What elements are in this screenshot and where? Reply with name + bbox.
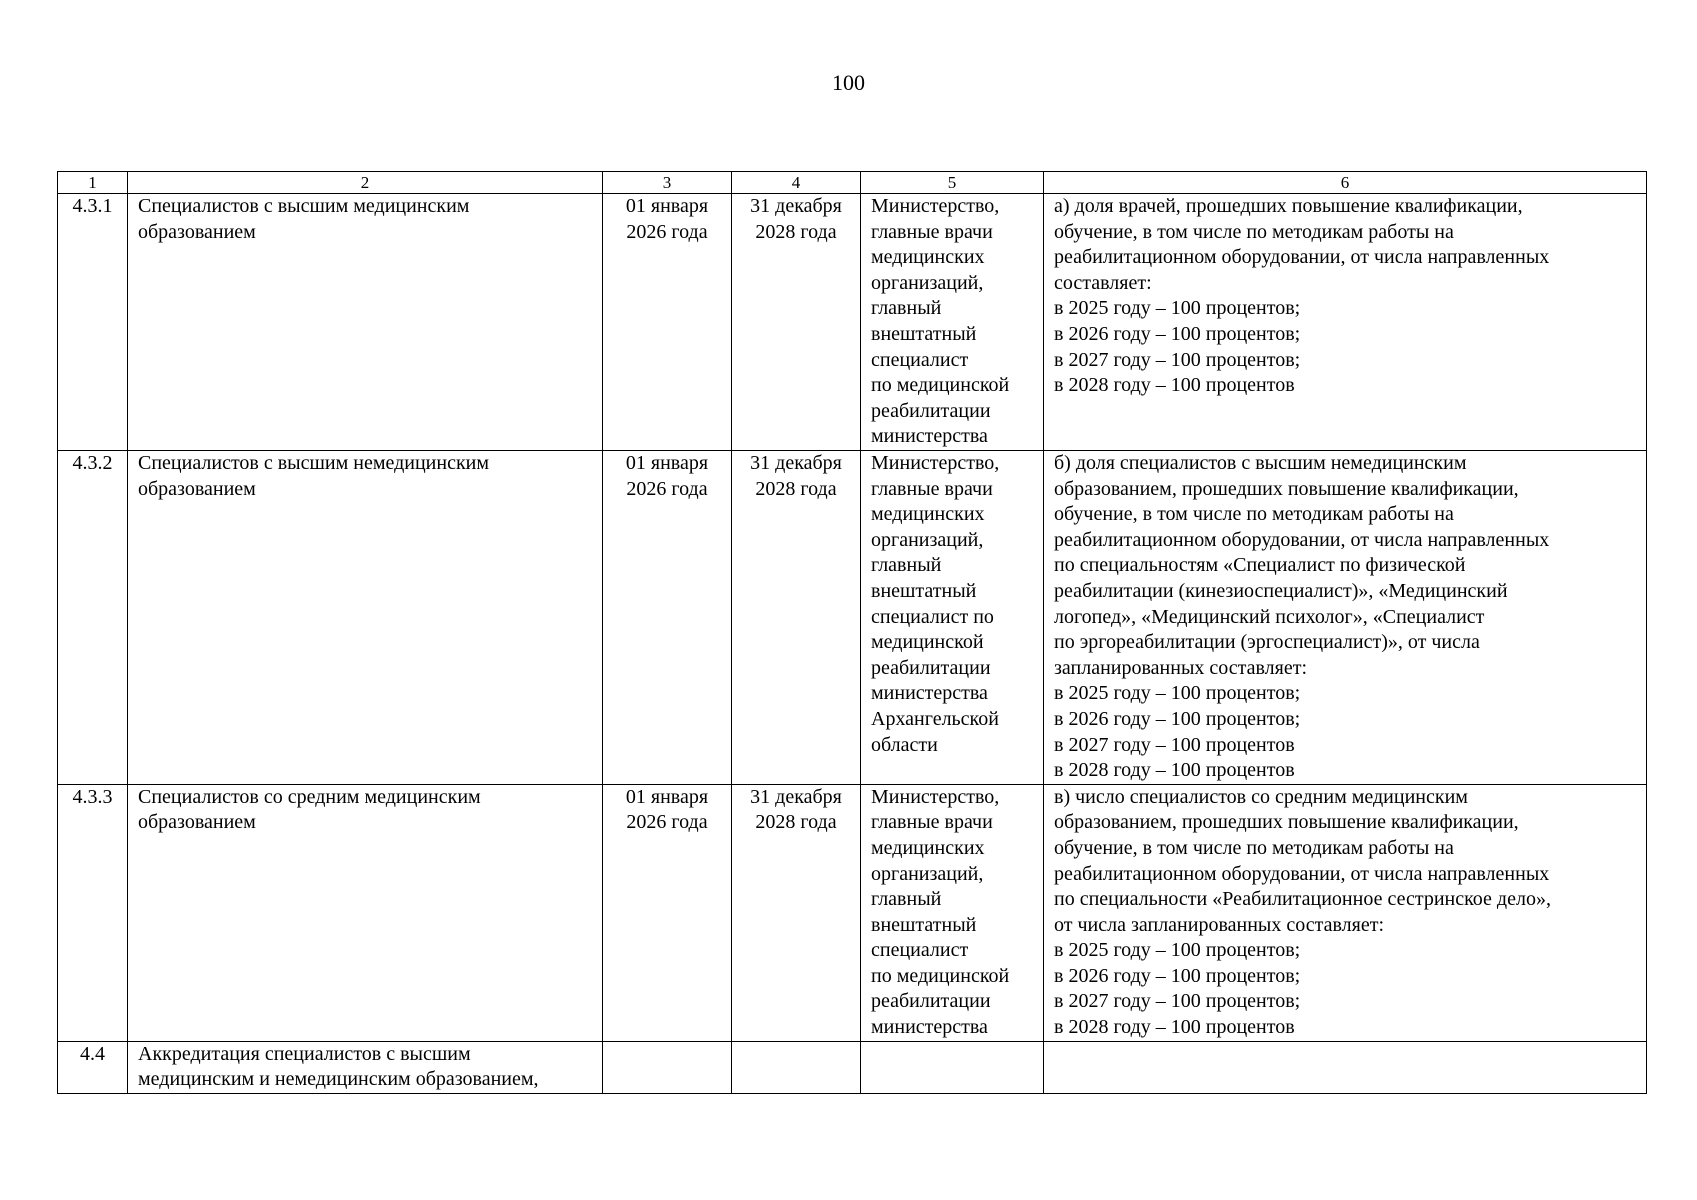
start-date: 01 января 2026 года [603, 451, 732, 785]
table-row [58, 784, 1647, 1041]
measure-name: Специалистов со средним медицинским образованием [128, 784, 603, 1041]
column-header: 1 [58, 172, 128, 194]
target-indicator: в) число специалистов со средним медицинским образованием, прошедших повышение квалификации, обучение, в том числе по методикам работы на реабилитационном оборудовании, от числа направленных по специальности «Реабилитационное сестринское дело», от числа запланированных составляет: в 2025 году – 100 процентов; в 2026 году – 100 процентов; в 2027 году – 100 процентов; в 2028 году – 100 процентов [1044, 784, 1647, 1041]
table-row [58, 194, 1647, 451]
column-header: 6 [1044, 172, 1647, 194]
start-date [603, 1041, 732, 1093]
item-number: 4.3.1 [58, 194, 128, 451]
end-date: 31 декабря 2028 года [732, 451, 861, 785]
end-date: 31 декабря 2028 года [732, 784, 861, 1041]
measure-name: Аккредитация специалистов с высшим медицинским и немедицинским образованием, [128, 1041, 603, 1093]
item-number: 4.3.3 [58, 784, 128, 1041]
table-row [58, 1041, 1647, 1093]
measures-table [57, 171, 1647, 1094]
target-indicator [1044, 1041, 1647, 1093]
responsible-executor: Министерство, главные врачи медицинских организаций, главный внештатный специалист по медицинской реабилитации министерства Архангельской области [861, 451, 1044, 785]
responsible-executor [861, 1041, 1044, 1093]
start-date: 01 января 2026 года [603, 784, 732, 1041]
item-number: 4.3.2 [58, 451, 128, 785]
end-date [732, 1041, 861, 1093]
end-date: 31 декабря 2028 года [732, 194, 861, 451]
target-indicator: б) доля специалистов с высшим немедицинским образованием, прошедших повышение квалификации, обучение, в том числе по методикам работы на реабилитационном оборудовании, от числа направленных по специальностям «Специалист по физической реабилитации (кинезиоспециалист)», «Медицинский логопед», «Медицинский психолог», «Специалист по эргореабилитации (эргоспециалист)», от числа запланированных составляет: в 2025 году – 100 процентов; в 2026 году – 100 процентов; в 2027 году – 100 процентов в 2028 году – 100 процентов [1044, 451, 1647, 785]
column-header: 2 [128, 172, 603, 194]
responsible-executor: Министерство, главные врачи медицинских организаций, главный внештатный специалист по медицинской реабилитации министерства [861, 194, 1044, 451]
column-number-row [58, 172, 1647, 194]
target-indicator: а) доля врачей, прошедших повышение квалификации, обучение, в том числе по методикам работы на реабилитационном оборудовании, от числа направленных составляет: в 2025 году – 100 процентов; в 2026 году – 100 процентов; в 2027 году – 100 процентов; в 2028 году – 100 процентов [1044, 194, 1647, 451]
page-number: 100 [832, 70, 865, 95]
column-header: 4 [732, 172, 861, 194]
responsible-executor: Министерство, главные врачи медицинских организаций, главный внештатный специалист по медицинской реабилитации министерства [861, 784, 1044, 1041]
column-header: 5 [861, 172, 1044, 194]
table-row [58, 451, 1647, 785]
item-number: 4.4 [58, 1041, 128, 1093]
column-header: 3 [603, 172, 732, 194]
measure-name: Специалистов с высшим медицинским образованием [128, 194, 603, 451]
measure-name: Специалистов с высшим немедицинским образованием [128, 451, 603, 785]
start-date: 01 января 2026 года [603, 194, 732, 451]
